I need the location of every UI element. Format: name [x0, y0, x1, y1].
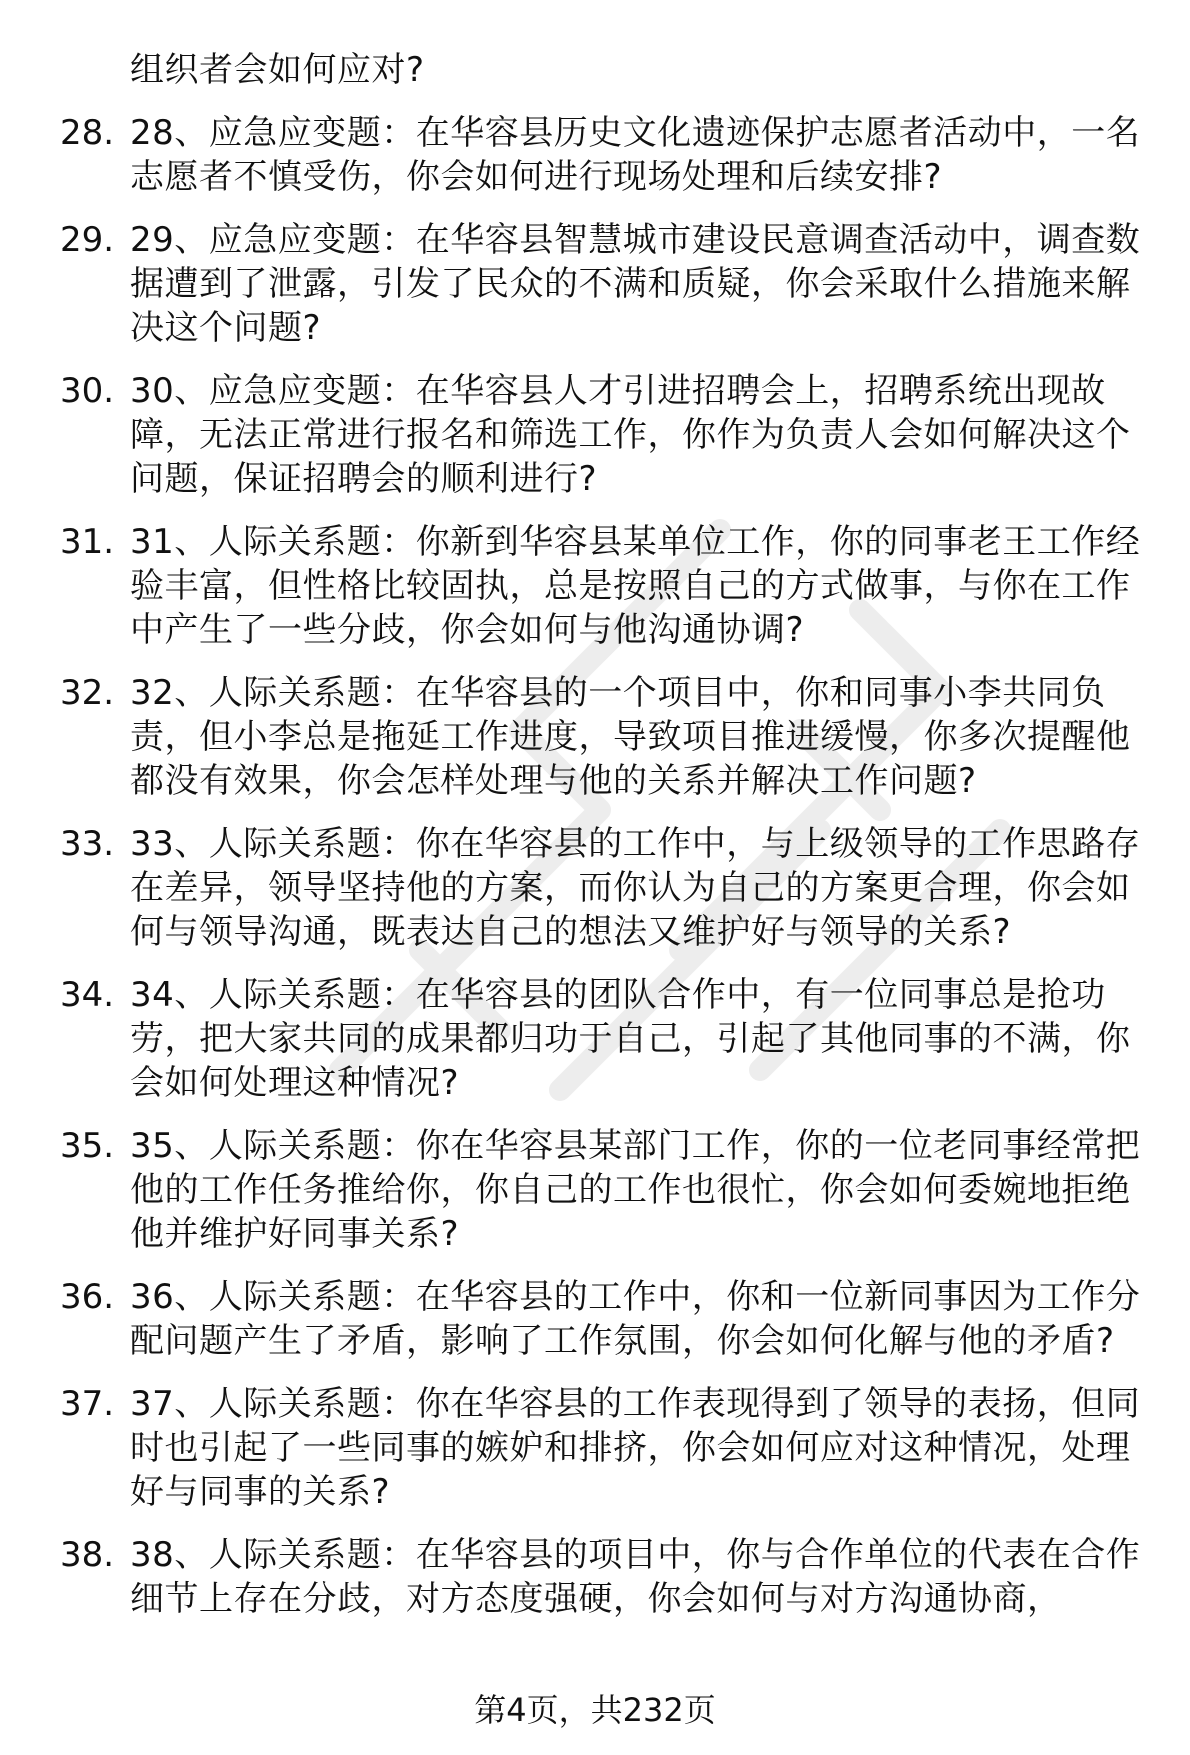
question-text: 30、应急应变题：在华容县人才引进招聘会上，招聘系统出现故障，无法正常进行报名和筛选工作，你作为负责人会如何解决这个问题，保证招聘会的顺利进行?: [130, 371, 1131, 499]
question-number: 29.: [60, 220, 115, 260]
question-number: 34.: [60, 975, 115, 1015]
question-item: [60, 1533, 1150, 1621]
question-number: 36.: [60, 1277, 115, 1317]
question-text: 38、人际关系题：在华容县的项目中，你与合作单位的代表在合作细节上存在分歧，对方态度强硬，你会如何与对方沟通协商，: [130, 1535, 1141, 1619]
question-number: 28.: [60, 113, 115, 153]
continuation-text: 组织者会如何应对?: [130, 50, 425, 90]
question-item: [60, 1124, 1150, 1256]
question-list: [60, 111, 1150, 1621]
question-number: 32.: [60, 673, 115, 713]
question-number: 31.: [60, 522, 115, 562]
question-text: 31、人际关系题：你新到华容县某单位工作，你的同事老王工作经验丰富，但性格比较固执，总是按照自己的方式做事，与你在工作中产生了一些分歧，你会如何与他沟通协调?: [130, 522, 1141, 650]
question-text: 37、人际关系题：你在华容县的工作表现得到了领导的表扬，但同时也引起了一些同事的嫉妒和排挤，你会如何应对这种情况，处理好与同事的关系?: [130, 1384, 1141, 1512]
question-content: [60, 48, 1150, 1640]
question-text: 34、人际关系题：在华容县的团队合作中，有一位同事总是抢功劳，把大家共同的成果都归功于自己，引起了其他同事的不满，你会如何处理这种情况?: [130, 975, 1131, 1103]
question-text: 29、应急应变题：在华容县智慧城市建设民意调查活动中，调查数据遭到了泄露，引发了民众的不满和质疑，你会采取什么措施来解决这个问题?: [130, 220, 1141, 348]
question-item: [60, 111, 1150, 199]
question-item: [60, 1382, 1150, 1514]
question-text: 32、人际关系题：在华容县的一个项目中，你和同事小李共同负责，但小李总是拖延工作进度，导致项目推进缓慢，你多次提醒他都没有效果，你会怎样处理与他的关系并解决工作问题?: [130, 673, 1131, 801]
question-item: [60, 369, 1150, 501]
question-item: [60, 973, 1150, 1105]
question-text: 33、人际关系题：你在华容县的工作中，与上级领导的工作思路存在差异，领导坚持他的方案，而你认为自己的方案更合理，你会如何与领导沟通，既表达自己的想法又维护好与领导的关系?: [130, 824, 1141, 952]
question-item: [60, 1275, 1150, 1363]
question-item: [60, 520, 1150, 652]
question-item: [60, 822, 1150, 954]
question-number: 30.: [60, 371, 115, 411]
question-number: 38.: [60, 1535, 115, 1575]
question-number: 33.: [60, 824, 115, 864]
question-text: 36、人际关系题：在华容县的工作中，你和一位新同事因为工作分配问题产生了矛盾，影响了工作氛围，你会如何化解与他的矛盾?: [130, 1277, 1141, 1361]
question-number: 35.: [60, 1126, 115, 1166]
question-number: 37.: [60, 1384, 115, 1424]
page-footer: 第4页，共232页: [474, 1691, 716, 1729]
question-item: [60, 218, 1150, 350]
question-item: [60, 671, 1150, 803]
question-text: 28、应急应变题：在华容县历史文化遗迹保护志愿者活动中，一名志愿者不慎受伤，你会如何进行现场处理和后续安排?: [130, 113, 1141, 197]
question-text: 35、人际关系题：你在华容县某部门工作，你的一位老同事经常把他的工作任务推给你，你自己的工作也很忙，你会如何委婉地拒绝他并维护好同事关系?: [130, 1126, 1141, 1254]
